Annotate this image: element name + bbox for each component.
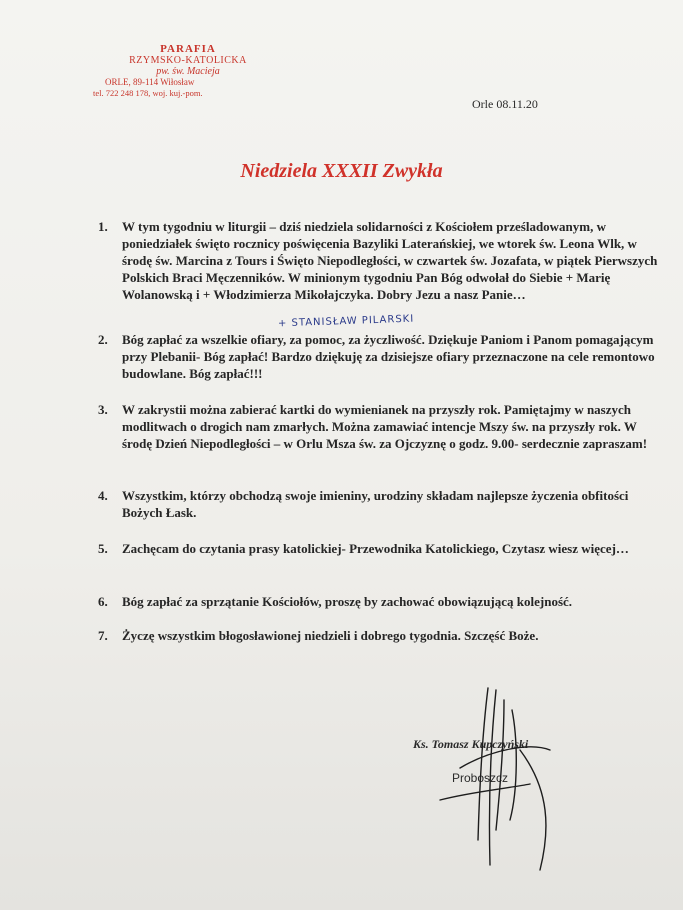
announcement-item bbox=[98, 218, 658, 303]
item-number: 4. bbox=[98, 488, 108, 503]
document-date: Orle 08.11.20 bbox=[472, 97, 538, 111]
signature-name: Ks. Tomasz Kupczyński bbox=[413, 737, 529, 751]
document-title: Niedziela XXXII Zwykła bbox=[240, 160, 443, 182]
announcement-item bbox=[98, 487, 658, 521]
stamp-line-5: tel. 722 248 178, woj. kuj.-pom. bbox=[93, 88, 203, 98]
announcement-item bbox=[98, 331, 658, 382]
stamp-line-2: RZYMSKO-KATOLICKA bbox=[129, 55, 247, 66]
handwritten-note: + STANISŁAW PILARSKI bbox=[277, 313, 415, 330]
item-text: Bóg zapłać za sprzątanie Kościołów, proszę by zachować obowiązującą kolejność. bbox=[122, 594, 573, 609]
announcement-item bbox=[98, 540, 658, 557]
stamp-line-3: pw. św. Macieja bbox=[156, 66, 220, 77]
item-number: 7. bbox=[98, 628, 108, 643]
item-number: 1. bbox=[98, 219, 108, 234]
item-text: Wszystkim, którzy obchodzą swoje imieniny, urodziny składam najlepsze życzenia obfitości Bożych Łask. bbox=[122, 488, 629, 520]
announcement-item bbox=[98, 627, 658, 644]
announcement-item bbox=[98, 401, 658, 452]
item-number: 5. bbox=[98, 541, 108, 556]
item-text: Zachęcam do czytania prasy katolickiej- Przewodnika Katolickiego, Czytasz wiesz więcej… bbox=[122, 541, 629, 556]
stamp-line-4: ORLE, 89-114 Wiłosław bbox=[105, 77, 195, 87]
item-number: 2. bbox=[98, 332, 108, 347]
item-text: Życzę wszystkim błogosławionej niedzieli i dobrego tygodnia. Szczęść Boże. bbox=[122, 628, 539, 643]
item-text: W zakrystii można zabierać kartki do wymienianek na przyszły rok. Pamiętajmy w naszych modlitwach o drogich nam zmarłych. Można zamawiać intencje Mszy św. na przyszły rok. W środę Dzień Niepodległości – w Orlu Msza św. za Ojczyznę o godz. 9.00- serdecznie zapraszam! bbox=[122, 402, 648, 451]
item-text: W tym tygodniu w liturgii – dziś niedziela solidarności z Kościołem prześladowanym, w poniedziałek święto rocznicy poświęcenia Bazyliki Laterańskiej, we wtorek św. Leona Wlk, w środę św. Marcina z Tours i Święto Niepodległości, w czwartek św. Jozafata, w piątek Pierwszych Polskich Braci Męczenników. W minionym tygodniu Pan Bóg odwołał do Siebie + Marię Wolanowską i + Włodzimierza Mikołajczyka. Dobry Jezu a nasz Panie… bbox=[122, 219, 658, 302]
stamp-line-1: PARAFIA bbox=[160, 43, 216, 55]
item-number: 6. bbox=[98, 594, 108, 609]
handwritten-signature bbox=[400, 680, 580, 880]
announcement-item bbox=[98, 593, 658, 610]
signature-role: Proboszcz bbox=[452, 771, 509, 785]
item-number: 3. bbox=[98, 402, 108, 417]
item-text: Bóg zapłać za wszelkie ofiary, za pomoc, za życzliwość. Dziękuje Paniom i Panom pomagającym przy Plebanii- Bóg zapłać! Bardzo dziękuję za dzisiejsze ofiary przeznaczone na cele remontowo budowlane. Bóg zapłać!!! bbox=[122, 332, 655, 381]
parish-stamp bbox=[93, 44, 283, 99]
